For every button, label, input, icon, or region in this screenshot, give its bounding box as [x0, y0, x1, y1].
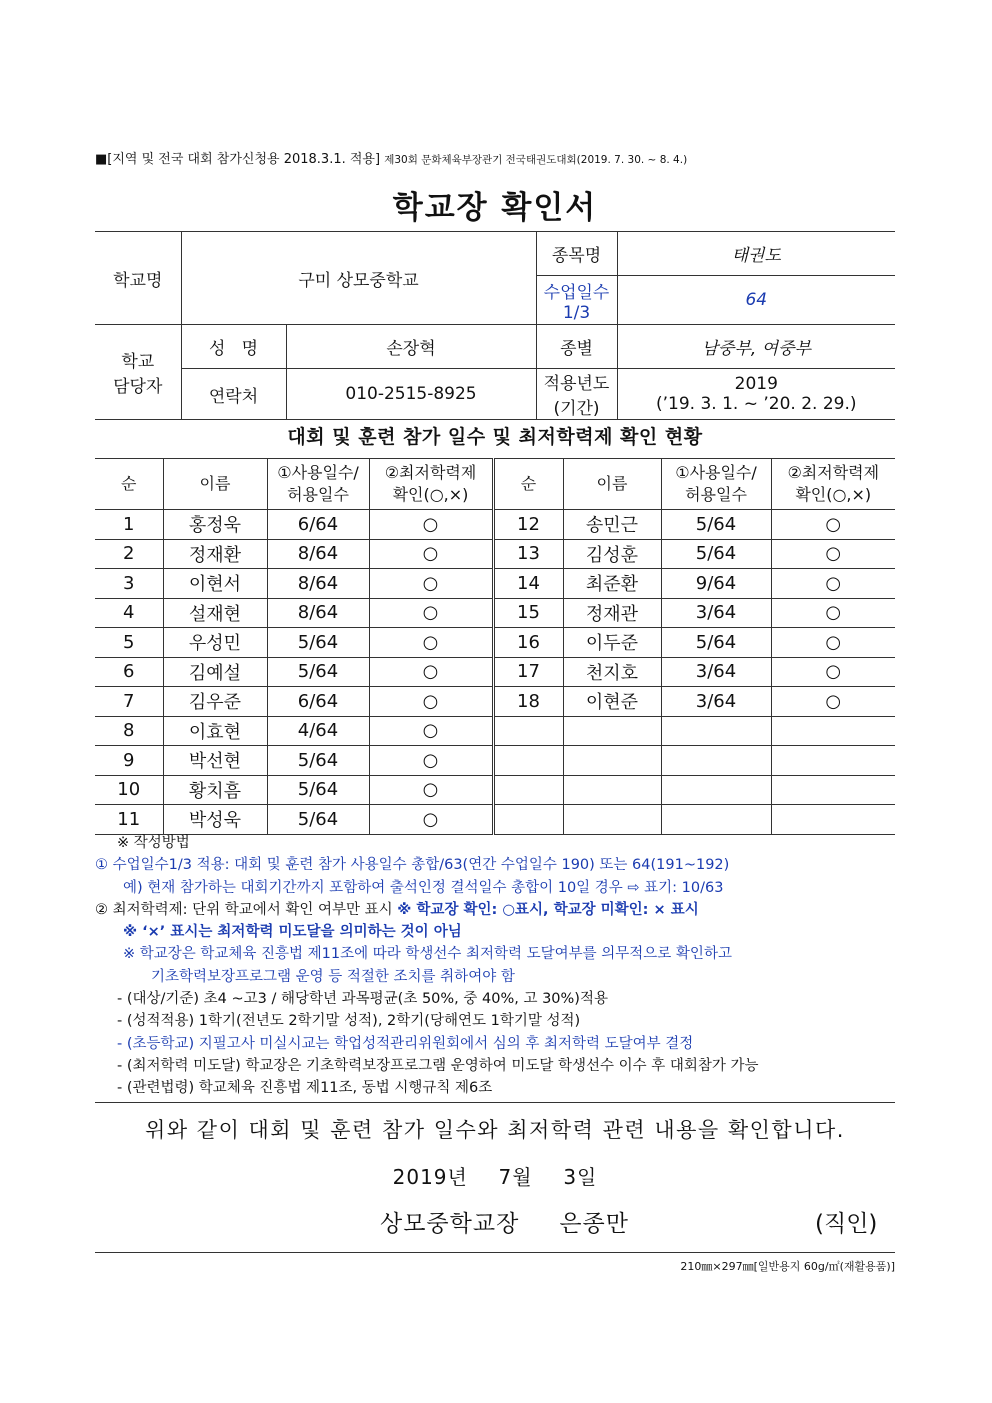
note-4b: 기초학력보장프로그램 운영 등 적절한 조치를 취하여야 함 [151, 968, 515, 985]
year-label [536, 369, 617, 420]
cell-check: ○ [369, 775, 493, 805]
col-days-1: ①사용일수/ [277, 463, 359, 482]
col-days [267, 459, 369, 510]
category-label: 종별 [536, 325, 617, 369]
table-row [95, 539, 895, 569]
cell-no: 8 [95, 716, 163, 746]
cell-days: 8/64 [267, 539, 369, 569]
contact-label [95, 325, 181, 420]
col-days-right-1: ①사용일수/ [675, 463, 757, 482]
cell-days: 8/64 [267, 598, 369, 628]
cell-name: 홍정욱 [163, 510, 267, 540]
signature-date: 2019년 7월 3일 [392, 1165, 598, 1189]
col-name-right: 이름 [563, 459, 661, 510]
participation-table [95, 458, 895, 835]
cell-check: ○ [369, 687, 493, 717]
col-days-2: 허용일수 [287, 485, 349, 504]
col-check [369, 459, 493, 510]
event-name: 제30회 문화체육부장관기 전국태권도대회(2019. 7. 30. ~ 8. 4.) [384, 154, 688, 166]
cell-no [493, 775, 563, 805]
cell-days: 3/64 [661, 687, 771, 717]
cell-days: 5/64 [267, 805, 369, 835]
cell-no: 12 [493, 510, 563, 540]
cell-check: ○ [369, 657, 493, 687]
cell-days: 5/64 [661, 628, 771, 658]
notes-heading: ※ 작성방법 [117, 835, 190, 851]
cell-no: 18 [493, 687, 563, 717]
detail-1: - (대상/기준) 초4 ~고3 / 해당학년 과목평균(초 50%, 중 40%, 고 30%)적용 [117, 991, 608, 1008]
cell-check: ○ [369, 598, 493, 628]
year-label-sub: (기간) [553, 399, 600, 419]
col-days-right [661, 459, 771, 510]
cell-check: ○ [369, 628, 493, 658]
table-row [95, 510, 895, 540]
cell-no: 4 [95, 598, 163, 628]
cell-name [563, 775, 661, 805]
cell-name: 박성욱 [163, 805, 267, 835]
cell-name: 이현준 [563, 687, 661, 717]
col-days-right-2: 허용일수 [685, 485, 747, 504]
cell-name: 송민근 [563, 510, 661, 540]
contact-label-1: 학교 [121, 352, 155, 372]
cell-name: 이현서 [163, 569, 267, 599]
cell-no: 16 [493, 628, 563, 658]
signer-title: 상모중학교장 [380, 1211, 520, 1237]
cell-days: 9/64 [661, 569, 771, 599]
contact-label-2: 담당자 [113, 377, 163, 397]
sport-value: 태권도 [617, 232, 895, 276]
name-value: 손장혁 [286, 325, 536, 369]
cell-check: ○ [771, 598, 895, 628]
cell-name: 설재현 [163, 598, 267, 628]
cell-days: 5/64 [267, 657, 369, 687]
days-label-main: 수업일수 [543, 282, 610, 303]
days-label [536, 276, 617, 325]
cell-name: 이효현 [163, 716, 267, 746]
cell-days: 3/64 [661, 657, 771, 687]
days-value: 64 [617, 276, 895, 325]
cell-check: ○ [771, 628, 895, 658]
cell-days: 3/64 [661, 598, 771, 628]
form-label: ■[지역 및 전국 대회 참가신청용 2018.3.1. 적용] [95, 152, 381, 167]
phone-label: 연락처 [181, 369, 286, 420]
cell-check: ○ [771, 569, 895, 599]
name-label: 성 명 [181, 325, 286, 369]
table-row [95, 657, 895, 687]
col-name: 이름 [163, 459, 267, 510]
cell-no: 11 [95, 805, 163, 835]
cell-name [563, 716, 661, 746]
instructions [95, 832, 895, 1100]
table-row [95, 716, 895, 746]
cell-days [661, 805, 771, 835]
cell-check [771, 805, 895, 835]
note-2b: ※ 학교장 확인: ○표시, 학교장 미확인: × 표시 [397, 901, 699, 918]
col-check-2: 확인(○,×) [392, 485, 469, 504]
cell-name: 황치흠 [163, 775, 267, 805]
table-row [95, 775, 895, 805]
cell-name: 천지호 [563, 657, 661, 687]
cell-name: 우성민 [163, 628, 267, 658]
cell-no: 5 [95, 628, 163, 658]
cell-no: 7 [95, 687, 163, 717]
confirmation-statement: 위와 같이 대회 및 훈련 참가 일수와 최저학력 관련 내용을 확인합니다. [145, 1118, 845, 1142]
note-2 [95, 899, 895, 921]
cell-no: 13 [493, 539, 563, 569]
cell-name: 김우준 [163, 687, 267, 717]
cell-check: ○ [369, 510, 493, 540]
table-row [95, 805, 895, 835]
cell-name: 정재환 [163, 539, 267, 569]
cell-days: 5/64 [267, 775, 369, 805]
cell-no: 15 [493, 598, 563, 628]
cell-days: 4/64 [267, 716, 369, 746]
cell-no: 3 [95, 569, 163, 599]
cell-name: 이두준 [563, 628, 661, 658]
category-value: 남중부, 여중부 [617, 325, 895, 369]
cell-days [661, 716, 771, 746]
cell-no [493, 746, 563, 776]
year-value-main: 2019 [734, 374, 778, 394]
note-1a: ① 수업일수1/3 적용: 대회 및 훈련 참가 사용일수 총합/63(연간 수업일수 190) 또는 64(191~192) [95, 857, 730, 874]
cell-days [661, 775, 771, 805]
cell-check: ○ [771, 539, 895, 569]
cell-no: 9 [95, 746, 163, 776]
note-3: ※ ‘×’ 표시는 최저학력 미도달을 의미하는 것이 아님 [123, 924, 462, 941]
cell-no: 1 [95, 510, 163, 540]
cell-name: 김성훈 [563, 539, 661, 569]
detail-2: - (성적적용) 1학기(전년도 2학기말 성적), 2학기(당해연도 1학기말 성적) [117, 1013, 581, 1030]
table-row [95, 628, 895, 658]
col-check-1: ②최저학력제 [384, 463, 477, 482]
cell-no [493, 805, 563, 835]
form-header [95, 148, 895, 167]
detail-4: - (최저학력 미도달) 학교장은 기초학력보장프로그램 운영하여 미도달 학생선수 이수 후 대회참가 가능 [117, 1057, 759, 1074]
year-value [617, 369, 895, 420]
cell-days [661, 746, 771, 776]
cell-name: 김예설 [163, 657, 267, 687]
cell-days: 8/64 [267, 569, 369, 599]
cell-no: 17 [493, 657, 563, 687]
cell-name [563, 746, 661, 776]
document-title: 학교장 확인서 [392, 190, 598, 226]
school-info-table [95, 231, 895, 420]
days-label-sub: 1/3 [562, 302, 591, 323]
cell-days: 6/64 [267, 687, 369, 717]
table-row [95, 687, 895, 717]
year-period: (’19. 3. 1. ~ ’20. 2. 29.) [656, 394, 857, 414]
cell-no: 10 [95, 775, 163, 805]
table-row [95, 569, 895, 599]
signer [380, 1205, 629, 1238]
cell-days: 5/64 [661, 539, 771, 569]
cell-check: ○ [771, 510, 895, 540]
section-title: 대회 및 훈련 참가 일수 및 최저학력제 확인 현황 [287, 426, 703, 448]
cell-days: 6/64 [267, 510, 369, 540]
col-check-right-2: 확인(○,×) [795, 485, 872, 504]
col-no: 순 [95, 459, 163, 510]
table-row [95, 746, 895, 776]
paper-spec: 210㎜×297㎜[일반용지 60g/㎡(재활용품)] [680, 1260, 895, 1273]
cell-check: ○ [771, 657, 895, 687]
cell-check: ○ [369, 716, 493, 746]
table-header-row [95, 459, 895, 510]
seal-mark: (직인) [815, 1211, 878, 1237]
cell-name: 박선현 [163, 746, 267, 776]
cell-name: 최준환 [563, 569, 661, 599]
cell-days: 5/64 [267, 628, 369, 658]
cell-no: 14 [493, 569, 563, 599]
detail-3: - (초등학교) 지필고사 미실시교는 학업성적관리위원회에서 심의 후 최저학력 도달여부 결정 [117, 1035, 694, 1052]
sport-label: 종목명 [536, 232, 617, 276]
cell-check: ○ [369, 746, 493, 776]
signer-name: 은종만 [559, 1211, 629, 1237]
cell-days: 5/64 [661, 510, 771, 540]
school-label: 학교명 [95, 232, 181, 325]
detail-5: - (관련법령) 학교체육 진흥법 제11조, 동법 시행규칙 제6조 [117, 1080, 493, 1097]
col-check-right [771, 459, 895, 510]
col-check-right-1: ②최저학력제 [787, 463, 880, 482]
year-label-main: 적용년도 [543, 374, 610, 394]
divider-top [95, 1102, 895, 1103]
cell-check: ○ [369, 805, 493, 835]
table-row [95, 598, 895, 628]
divider-bottom [95, 1252, 895, 1253]
note-1b: 예) 현재 참가하는 대회기간까지 포함하여 출석인정 결석일수 총합이 10일 경우 ⇨ 표기: 10/63 [123, 879, 724, 896]
cell-check [771, 775, 895, 805]
cell-check: ○ [369, 569, 493, 599]
cell-days: 5/64 [267, 746, 369, 776]
note-2a: ② 최저학력제: 단위 학교에서 확인 여부만 표시 [95, 901, 398, 918]
cell-check [771, 716, 895, 746]
cell-name: 정재관 [563, 598, 661, 628]
cell-no: 6 [95, 657, 163, 687]
cell-check [771, 746, 895, 776]
cell-check: ○ [771, 687, 895, 717]
cell-check: ○ [369, 539, 493, 569]
col-no-right: 순 [493, 459, 563, 510]
note-4a: ※ 학교장은 학교체육 진흥법 제11조에 따라 학생선수 최저학력 도달여부를 의무적으로 확인하고 [123, 946, 732, 963]
school-name: 구미 상모중학교 [181, 232, 536, 325]
cell-no [493, 716, 563, 746]
cell-no: 2 [95, 539, 163, 569]
cell-name [563, 805, 661, 835]
phone-value: 010-2515-8925 [286, 369, 536, 420]
